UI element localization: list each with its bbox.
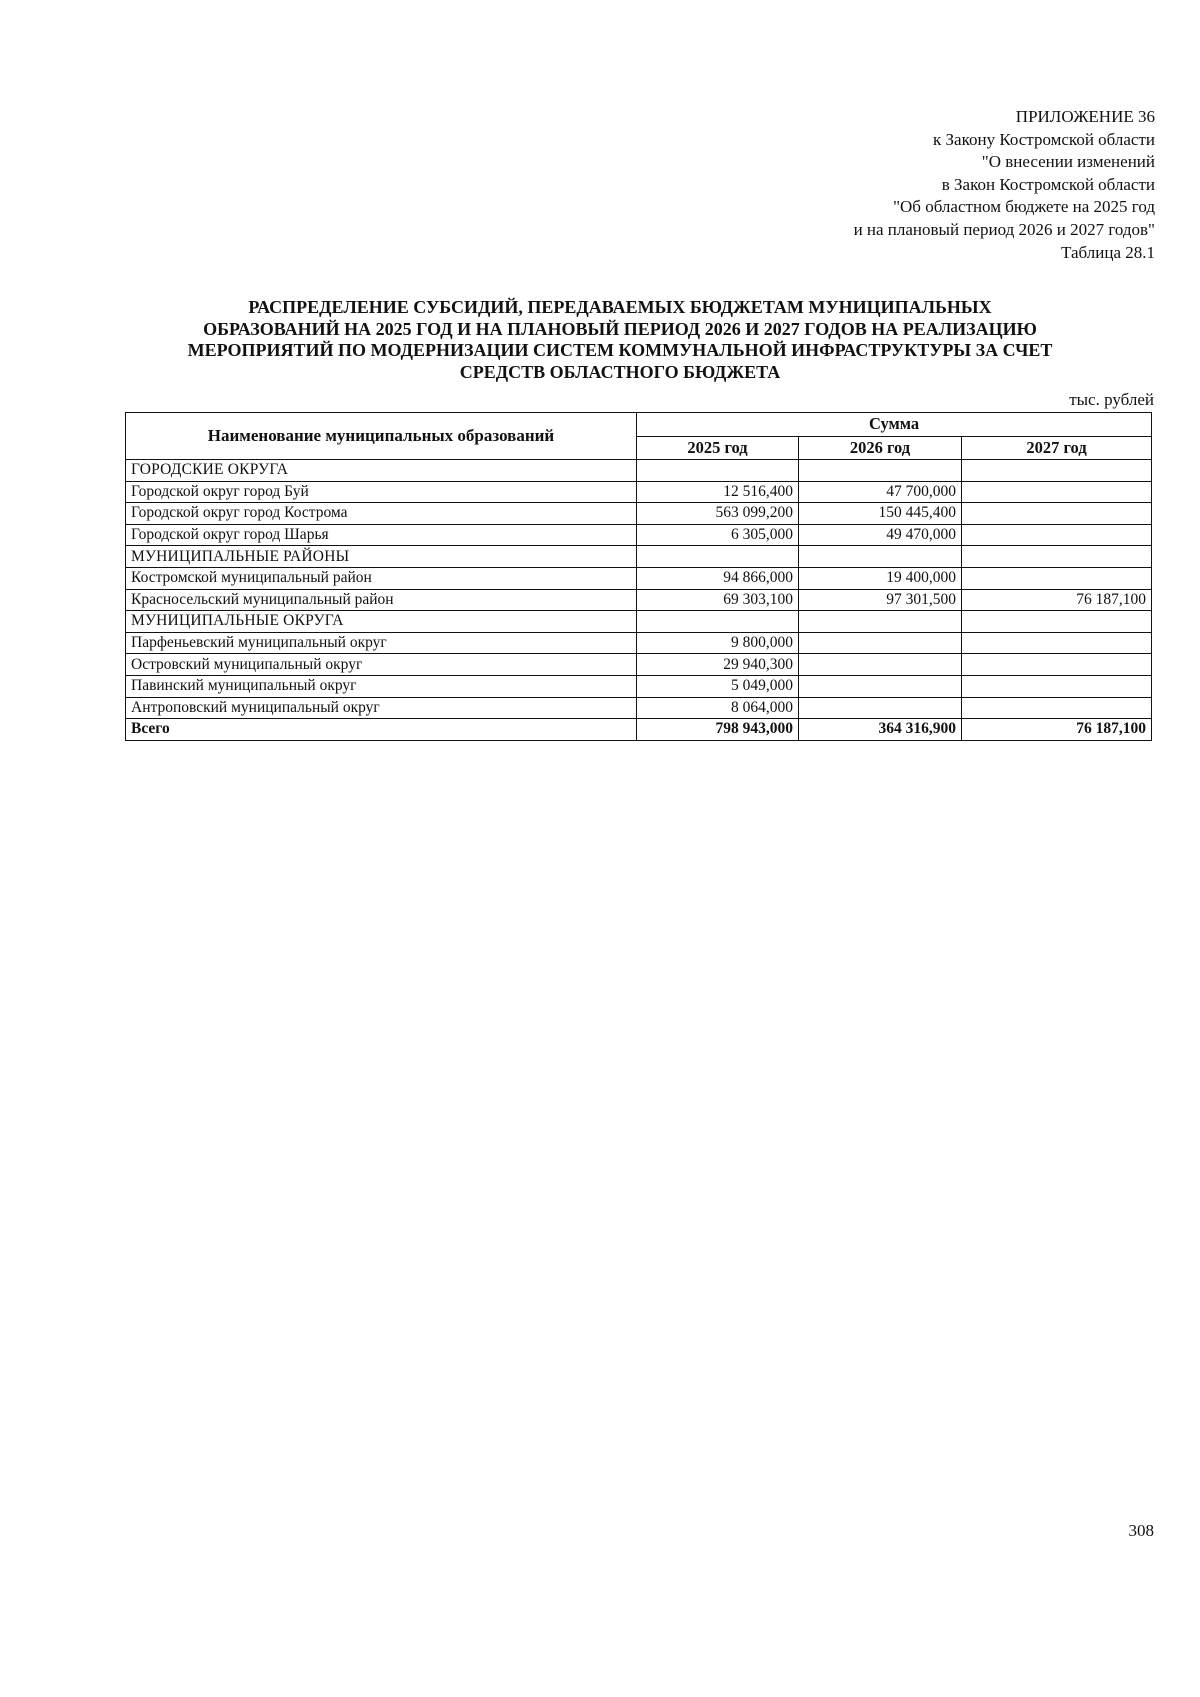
appendix-line: "О внесении изменений xyxy=(981,152,1155,172)
value-2027-cell xyxy=(962,697,1152,719)
table-row xyxy=(126,654,1152,676)
subsidy-table xyxy=(125,412,1152,741)
table-group-row xyxy=(126,546,1152,568)
value-2027-cell xyxy=(962,524,1152,546)
table-group-row xyxy=(126,460,1152,482)
table-row xyxy=(126,503,1152,525)
year-header-2026: 2026 год xyxy=(799,436,962,460)
value-2025-cell: 29 940,300 xyxy=(637,654,799,676)
row-name-cell: Городской округ город Шарья xyxy=(126,524,637,546)
value-2026-cell xyxy=(799,675,962,697)
value-2026-cell: 47 700,000 xyxy=(799,481,962,503)
value-2025-cell xyxy=(637,611,799,633)
row-name-cell: Красносельский муниципальный район xyxy=(126,589,637,611)
value-2025-cell: 563 099,200 xyxy=(637,503,799,525)
value-2025-cell: 69 303,100 xyxy=(637,589,799,611)
value-2025-cell xyxy=(637,546,799,568)
title-line: МЕРОПРИЯТИЙ ПО МОДЕРНИЗАЦИИ СИСТЕМ КОММУНАЛЬНОЙ ИНФРАСТРУКТУРЫ ЗА СЧЕТ xyxy=(187,340,1053,360)
value-2026-cell: 97 301,500 xyxy=(799,589,962,611)
table-header-row xyxy=(126,413,1152,437)
value-2025-cell: 8 064,000 xyxy=(637,697,799,719)
table-row xyxy=(126,589,1152,611)
row-name-cell: Костромской муниципальный район xyxy=(126,567,637,589)
title-line: РАСПРЕДЕЛЕНИЕ СУБСИДИЙ, ПЕРЕДАВАЕМЫХ БЮДЖЕТАМ МУНИЦИПАЛЬНЫХ xyxy=(248,297,992,317)
value-2026-cell xyxy=(799,611,962,633)
row-name-cell: Городской округ город Кострома xyxy=(126,503,637,525)
appendix-line: и на плановый период 2026 и 2027 годов" xyxy=(853,219,1155,239)
value-2027-cell xyxy=(962,567,1152,589)
value-2025-cell: 94 866,000 xyxy=(637,567,799,589)
value-2026-cell xyxy=(799,632,962,654)
value-2027-cell: 76 187,100 xyxy=(962,719,1152,741)
value-2025-cell: 798 943,000 xyxy=(637,719,799,741)
value-2027-cell xyxy=(962,503,1152,525)
row-name-cell: Павинский муниципальный округ xyxy=(126,675,637,697)
value-2026-cell xyxy=(799,546,962,568)
row-name-cell: Островский муниципальный округ xyxy=(126,654,637,676)
page-number: 308 xyxy=(1128,1521,1154,1540)
value-2026-cell: 19 400,000 xyxy=(799,567,962,589)
value-2026-cell: 49 470,000 xyxy=(799,524,962,546)
value-2027-cell xyxy=(962,675,1152,697)
value-2026-cell xyxy=(799,460,962,482)
table-row xyxy=(126,567,1152,589)
row-name-cell: ГОРОДСКИЕ ОКРУГА xyxy=(126,460,637,482)
value-2026-cell xyxy=(799,697,962,719)
value-2026-cell xyxy=(799,654,962,676)
value-2025-cell: 12 516,400 xyxy=(637,481,799,503)
value-2026-cell: 364 316,900 xyxy=(799,719,962,741)
value-2025-cell xyxy=(637,460,799,482)
value-2027-cell xyxy=(962,460,1152,482)
table-row xyxy=(126,675,1152,697)
appendix-line: в Закон Костромской области xyxy=(941,174,1155,194)
value-2027-cell xyxy=(962,546,1152,568)
table-total-row xyxy=(126,719,1152,741)
appendix-line: "Об областном бюджете на 2025 год xyxy=(893,197,1155,217)
row-name-cell: Всего xyxy=(126,719,637,741)
table-row xyxy=(126,524,1152,546)
value-2026-cell: 150 445,400 xyxy=(799,503,962,525)
table-group-row xyxy=(126,611,1152,633)
value-2027-cell xyxy=(962,481,1152,503)
appendix-line: к Закону Костромской области xyxy=(933,129,1155,149)
value-2025-cell: 6 305,000 xyxy=(637,524,799,546)
name-column-header: Наименование муниципальных образований xyxy=(126,413,637,460)
document-title xyxy=(120,297,1120,383)
appendix-block xyxy=(854,106,1155,264)
row-name-cell: МУНИЦИПАЛЬНЫЕ ОКРУГА xyxy=(126,611,637,633)
table-row xyxy=(126,697,1152,719)
year-header-2027: 2027 год xyxy=(962,436,1152,460)
table-row xyxy=(126,481,1152,503)
title-line: ОБРАЗОВАНИЙ НА 2025 ГОД И НА ПЛАНОВЫЙ ПЕРИОД 2026 И 2027 ГОДОВ НА РЕАЛИЗАЦИЮ xyxy=(203,318,1037,339)
row-name-cell: Антроповский муниципальный округ xyxy=(126,697,637,719)
value-2027-cell xyxy=(962,611,1152,633)
value-2025-cell: 5 049,000 xyxy=(637,675,799,697)
value-2025-cell: 9 800,000 xyxy=(637,632,799,654)
units-label: тыс. рублей xyxy=(1069,390,1154,409)
row-name-cell: Городской округ город Буй xyxy=(126,481,637,503)
sum-column-header: Сумма xyxy=(637,413,1152,437)
row-name-cell: МУНИЦИПАЛЬНЫЕ РАЙОНЫ xyxy=(126,546,637,568)
table-body xyxy=(126,460,1152,741)
value-2027-cell: 76 187,100 xyxy=(962,589,1152,611)
table-number: Таблица 28.1 xyxy=(1061,242,1155,262)
year-header-2025: 2025 год xyxy=(637,436,799,460)
value-2027-cell xyxy=(962,632,1152,654)
title-line: СРЕДСТВ ОБЛАСТНОГО БЮДЖЕТА xyxy=(459,361,781,382)
appendix-number: ПРИЛОЖЕНИЕ 36 xyxy=(1015,107,1155,126)
table-row xyxy=(126,632,1152,654)
value-2027-cell xyxy=(962,654,1152,676)
row-name-cell: Парфеньевский муниципальный округ xyxy=(126,632,637,654)
